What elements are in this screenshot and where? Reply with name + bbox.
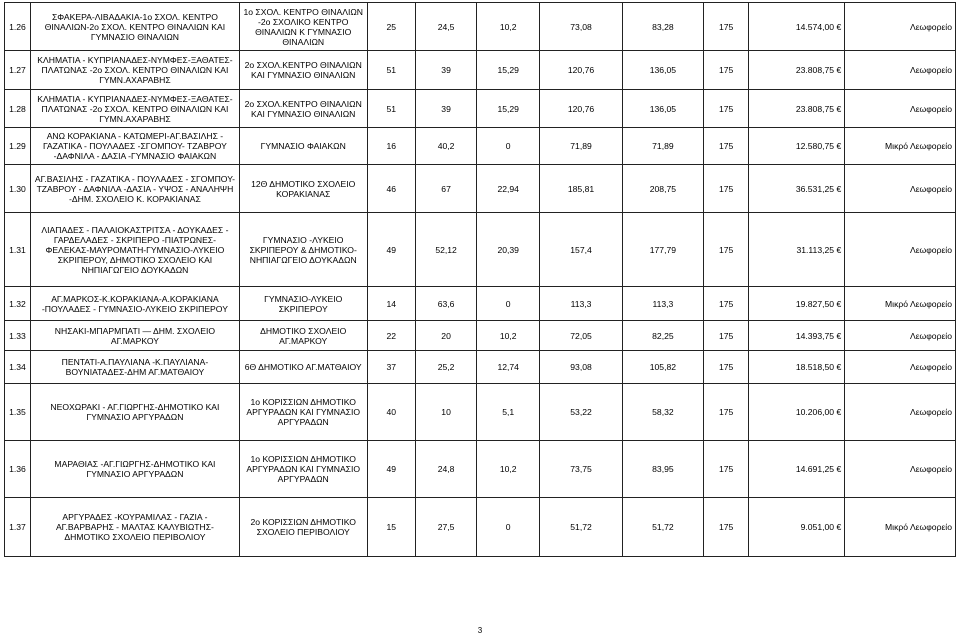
cell-destination: ΔΗΜΟΤΙΚΟ ΣΧΟΛΕΙΟ ΑΓ.ΜΑΡΚΟΥ (239, 321, 367, 351)
cell-cost-per-km: 175 (704, 321, 749, 351)
table-row (5, 165, 956, 213)
cell-route: ΑΓ.ΜΑΡΚΟΣ-Κ.ΚΟΡΑΚΙΑΝΑ-Α.ΚΟΡΑΚΙΑΝΑ -ΠΟΥΛΑΔΕΣ - ΓΥΜΝΑΣΙΟ-ΛΥΚΕΙΟ ΣΚΡΙΠΕΡΟΥ (30, 287, 239, 321)
cell-vehicle: Λεωφορείο (845, 213, 956, 287)
cell-daily-cost: 14.393,75 € (749, 321, 845, 351)
cell-cost-per-km: 175 (704, 165, 749, 213)
cell-students: 14 (367, 287, 416, 321)
cell-km-total: 73,75 (540, 441, 622, 498)
table-row (5, 498, 956, 557)
cell-km-total: 157,4 (540, 213, 622, 287)
cell-route: ΜΑΡΑΘΙΑΣ -ΑΓ.ΓΙΩΡΓΗΣ-ΔΗΜΟΤΙΚΟ ΚΑΙ ΓΥΜΝΑΣΙΟ ΑΡΓΥΡΑΔΩΝ (30, 441, 239, 498)
cell-destination: 1ο ΚΟΡΙΣΣΙΩΝ ΔΗΜΟΤΙΚΟ ΑΡΓΥΡΑΔΩΝ ΚΑΙ ΓΥΜΝΑΣΙΟ ΑΡΓΥΡΑΔΩΝ (239, 441, 367, 498)
cell-km-total: 185,81 (540, 165, 622, 213)
cell-cost-per-km: 175 (704, 441, 749, 498)
cell-cost-per-km: 175 (704, 213, 749, 287)
cell-daily-cost: 31.113,25 € (749, 213, 845, 287)
cell-km-loaded: 15,29 (477, 90, 540, 128)
cell-daily-cost: 9.051,00 € (749, 498, 845, 557)
cell-km-total: 93,08 (540, 351, 622, 384)
routes-table (4, 2, 956, 557)
cell-daily-cost: 19.827,50 € (749, 287, 845, 321)
cell-destination: ΓΥΜΝΑΣΙΟ ΦΑΙΑΚΩΝ (239, 128, 367, 165)
cell-cost-per-km: 175 (704, 51, 749, 90)
cell-route: ΑΓ.ΒΑΣΙΛΗΣ - ΓΑΖΑΤΙΚΑ - ΠΟΥΛΑΔΕΣ - ΣΓΟΜΠΟΥ-ΤΖΑΒΡΟΥ - ΔΑΦΝΙΛΑ -ΔΑΣΙΑ - ΥΨΟΣ - ΑΝΑΛΗΨΗ -ΔΗΜ. ΣΧΟΛΕΙΟ Κ. ΚΟΡΑΚΙΑΝΑΣ (30, 165, 239, 213)
cell-km-loaded: 0 (477, 287, 540, 321)
cell-daily-cost: 23.808,75 € (749, 90, 845, 128)
cell-km-loaded: 0 (477, 128, 540, 165)
cell-km-empty: 67 (416, 165, 477, 213)
cell-km-loaded: 22,94 (477, 165, 540, 213)
cell-vehicle: Λεωφορείο (845, 165, 956, 213)
cell-route-km: 105,82 (622, 351, 703, 384)
table-row (5, 384, 956, 441)
cell-km-loaded: 5,1 (477, 384, 540, 441)
cell-km-loaded: 10,2 (477, 3, 540, 51)
cell-km-total: 113,3 (540, 287, 622, 321)
table-row (5, 51, 956, 90)
cell-id: 1.28 (5, 90, 31, 128)
cell-km-loaded: 20,39 (477, 213, 540, 287)
cell-km-total: 120,76 (540, 90, 622, 128)
table-body (5, 3, 956, 557)
cell-destination: ΓΥΜΝΑΣΙΟ -ΛΥΚΕΙΟ ΣΚΡΙΠΕΡΟΥ & ΔΗΜΟΤΙΚΟ-ΝΗΠΙΑΓΩΓΕΙΟ ΔΟΥΚΑΔΩΝ (239, 213, 367, 287)
cell-route: ΠΕΝΤΑΤΙ-Α.ΠΑΥΛΙΑΝΑ -Κ.ΠΑΥΛΙΑΝΑ-ΒΟΥΝΙΑΤΑΔΕΣ-ΔΗΜ ΑΓ.ΜΑΤΘΑΙΟΥ (30, 351, 239, 384)
cell-vehicle: Λεωφορείο (845, 51, 956, 90)
cell-km-loaded: 10,2 (477, 441, 540, 498)
cell-daily-cost: 14.691,25 € (749, 441, 845, 498)
cell-route-km: 82,25 (622, 321, 703, 351)
cell-destination: 2ο ΣΧΟΛ.ΚΕΝΤΡΟ ΘΙΝΑΛΙΩΝ ΚΑΙ ΓΥΜΝΑΣΙΟ ΘΙΝΑΛΙΩΝ (239, 51, 367, 90)
cell-cost-per-km: 175 (704, 351, 749, 384)
cell-vehicle: Λεωφορείο (845, 321, 956, 351)
cell-id: 1.27 (5, 51, 31, 90)
cell-km-total: 120,76 (540, 51, 622, 90)
cell-route-km: 113,3 (622, 287, 703, 321)
cell-destination: ΓΥΜΝΑΣΙΟ-ΛΥΚΕΙΟ ΣΚΡΙΠΕΡΟΥ (239, 287, 367, 321)
cell-vehicle: Λεωφορείο (845, 441, 956, 498)
cell-destination: 1ο ΣΧΟΛ. ΚΕΝΤΡΟ ΘΙΝΑΛΙΩΝ -2ο ΣΧΟΛΙΚΟ ΚΕΝΤΡΟ ΘΙΝΑΛΙΩΝ Κ ΓΥΜΝΑΣΙΟ ΘΙΝΑΛΙΩΝ (239, 3, 367, 51)
cell-students: 15 (367, 498, 416, 557)
cell-id: 1.29 (5, 128, 31, 165)
cell-route-km: 58,32 (622, 384, 703, 441)
cell-route-km: 83,28 (622, 3, 703, 51)
cell-route-km: 177,79 (622, 213, 703, 287)
cell-destination: 2ο ΣΧΟΛ.ΚΕΝΤΡΟ ΘΙΝΑΛΙΩΝ ΚΑΙ ΓΥΜΝΑΣΙΟ ΘΙΝΑΛΙΩΝ (239, 90, 367, 128)
cell-students: 49 (367, 441, 416, 498)
cell-vehicle: Μικρό Λεωφορείο (845, 498, 956, 557)
cell-km-total: 73,08 (540, 3, 622, 51)
cell-route: ΑΡΓΥΡΑΔΕΣ -ΚΟΥΡΑΜΙΛΑΣ - ΓΑΖΙΑ - ΑΓ.ΒΑΡΒΑΡΗΣ - ΜΑΛΤΑΣ ΚΑΛΥΒΙΩΤΗΣ-ΔΗΜΟΤΙΚΟ ΣΧΟΛΕΙΟ ΠΕΡΙΒΟΛΙΟΥ (30, 498, 239, 557)
cell-km-loaded: 15,29 (477, 51, 540, 90)
cell-cost-per-km: 175 (704, 498, 749, 557)
cell-vehicle: Λεωφορείο (845, 3, 956, 51)
table-row (5, 213, 956, 287)
cell-km-empty: 40,2 (416, 128, 477, 165)
table-row (5, 3, 956, 51)
cell-route-km: 208,75 (622, 165, 703, 213)
cell-students: 51 (367, 90, 416, 128)
cell-cost-per-km: 175 (704, 3, 749, 51)
cell-destination: 12Θ ΔΗΜΟΤΙΚΟ ΣΧΟΛΕΙΟ ΚΟΡΑΚΙΑΝΑΣ (239, 165, 367, 213)
cell-route: ΣΦΑΚΕΡΑ-ΛΙΒΑΔΑΚΙΑ-1ο ΣΧΟΛ. ΚΕΝΤΡΟ ΘΙΝΑΛΙΩΝ-2ο ΣΧΟΛ. ΚΕΝΤΡΟ ΘΙΝΑΛΙΩΝ ΚΑΙ ΓΥΜΝΑΣΙΟ ΘΙΝΑΛΙΩΝ (30, 3, 239, 51)
cell-km-empty: 27,5 (416, 498, 477, 557)
table-row (5, 128, 956, 165)
cell-km-loaded: 10,2 (477, 321, 540, 351)
cell-km-empty: 10 (416, 384, 477, 441)
cell-route: ΛΙΑΠΑΔΕΣ - ΠΑΛΑΙΟΚΑΣΤΡΙΤΣΑ - ΔΟΥΚΑΔΕΣ - ΓΑΡΔΕΛΑΔΕΣ - ΣΚΡΙΠΕΡΟ -ΠΙΑΤΡΩΝΕΣ-ΦΕΛΕΚΑΣ-ΜΑΥΡΟΜΑΤΗ-ΓΥΜΝΑΣΙΟ-ΛΥΚΕΙΟ ΣΚΡΙΠΕΡΟΥ, ΔΗΜΟΤΙΚΟ ΣΧΟΛΕΙΟ ΚΑΙ ΝΗΠΙΑΓΩΓΕΙΟ ΔΟΥΚΑΔΩΝ (30, 213, 239, 287)
cell-id: 1.30 (5, 165, 31, 213)
table-row (5, 90, 956, 128)
table-row (5, 441, 956, 498)
cell-km-empty: 39 (416, 51, 477, 90)
cell-students: 22 (367, 321, 416, 351)
cell-students: 16 (367, 128, 416, 165)
cell-id: 1.37 (5, 498, 31, 557)
cell-daily-cost: 10.206,00 € (749, 384, 845, 441)
cell-vehicle: Μικρό Λεωφορείο (845, 128, 956, 165)
cell-route-km: 83,95 (622, 441, 703, 498)
cell-km-empty: 25,2 (416, 351, 477, 384)
cell-route-km: 71,89 (622, 128, 703, 165)
cell-students: 25 (367, 3, 416, 51)
cell-km-empty: 39 (416, 90, 477, 128)
cell-id: 1.35 (5, 384, 31, 441)
cell-cost-per-km: 175 (704, 128, 749, 165)
cell-cost-per-km: 175 (704, 90, 749, 128)
cell-daily-cost: 36.531,25 € (749, 165, 845, 213)
cell-km-empty: 24,8 (416, 441, 477, 498)
cell-vehicle: Λεωφορείο (845, 384, 956, 441)
cell-route: ΑΝΩ ΚΟΡΑΚΙΑΝΑ - ΚΑΤΩΜΕΡΙ-ΑΓ.ΒΑΣΙΛΗΣ - ΓΑΖΑΤΙΚΑ - ΠΟΥΛΑΔΕΣ -ΣΓΟΜΠΟΥ- ΤΖΑΒΡΟΥ -ΔΑΦΝΙΛΑ - ΔΑΣΙΑ -ΓΥΜΝΑΣΙΟ ΦΑΙΑΚΩΝ (30, 128, 239, 165)
cell-route-km: 51,72 (622, 498, 703, 557)
cell-students: 46 (367, 165, 416, 213)
cell-daily-cost: 18.518,50 € (749, 351, 845, 384)
cell-daily-cost: 23.808,75 € (749, 51, 845, 90)
cell-km-total: 53,22 (540, 384, 622, 441)
cell-students: 37 (367, 351, 416, 384)
cell-destination: 2ο ΚΟΡΙΣΣΙΩΝ ΔΗΜΟΤΙΚΟ ΣΧΟΛΕΙΟ ΠΕΡΙΒΟΛΙΟΥ (239, 498, 367, 557)
cell-students: 40 (367, 384, 416, 441)
cell-daily-cost: 12.580,75 € (749, 128, 845, 165)
cell-km-empty: 20 (416, 321, 477, 351)
cell-destination: 6Θ ΔΗΜΟΤΙΚΟ ΑΓ.ΜΑΤΘΑΙΟΥ (239, 351, 367, 384)
cell-vehicle: Μικρό Λεωφορείο (845, 287, 956, 321)
cell-daily-cost: 14.574,00 € (749, 3, 845, 51)
cell-route: ΝΗΣΑΚΙ-ΜΠΑΡΜΠΑΤΙ — ΔΗΜ. ΣΧΟΛΕΙΟ ΑΓ.ΜΑΡΚΟΥ (30, 321, 239, 351)
cell-route: ΚΛΗΜΑΤΙΑ - ΚΥΠΡΙΑΝΑΔΕΣ-ΝΥΜΦΕΣ-ΞΑΘΑΤΕΣ-ΠΛΑΤΩΝΑΣ -2ο ΣΧΟΛ. ΚΕΝΤΡΟ ΘΙΝΑΛΙΩΝ ΚΑΙ ΓΥΜΝ.ΑΧΑΡΑΒΗΣ (30, 90, 239, 128)
cell-km-empty: 52,12 (416, 213, 477, 287)
table-row (5, 351, 956, 384)
cell-cost-per-km: 175 (704, 287, 749, 321)
table-row (5, 287, 956, 321)
cell-route: ΚΛΗΜΑΤΙΑ - ΚΥΠΡΙΑΝΑΔΕΣ-ΝΥΜΦΕΣ-ΞΑΘΑΤΕΣ-ΠΛΑΤΩΝΑΣ -2ο ΣΧΟΛ. ΚΕΝΤΡΟ ΘΙΝΑΛΙΩΝ ΚΑΙ ΓΥΜΝ.ΑΧΑΡΑΒΗΣ (30, 51, 239, 90)
cell-id: 1.33 (5, 321, 31, 351)
table-row (5, 321, 956, 351)
cell-id: 1.32 (5, 287, 31, 321)
cell-vehicle: Λεωφορείο (845, 90, 956, 128)
cell-route-km: 136,05 (622, 51, 703, 90)
cell-id: 1.26 (5, 3, 31, 51)
page-number: 3 (477, 626, 483, 635)
cell-km-loaded: 0 (477, 498, 540, 557)
cell-destination: 1ο ΚΟΡΙΣΣΙΩΝ ΔΗΜΟΤΙΚΟ ΑΡΓΥΡΑΔΩΝ ΚΑΙ ΓΥΜΝΑΣΙΟ ΑΡΓΥΡΑΔΩΝ (239, 384, 367, 441)
cell-id: 1.31 (5, 213, 31, 287)
cell-km-empty: 63,6 (416, 287, 477, 321)
cell-route: ΝΕΟΧΩΡΑΚΙ - ΑΓ.ΓΙΩΡΓΗΣ-ΔΗΜΟΤΙΚΟ ΚΑΙ ΓΥΜΝΑΣΙΟ ΑΡΓΥΡΑΔΩΝ (30, 384, 239, 441)
cell-id: 1.34 (5, 351, 31, 384)
cell-students: 51 (367, 51, 416, 90)
cell-km-empty: 24,5 (416, 3, 477, 51)
cell-km-total: 51,72 (540, 498, 622, 557)
cell-route-km: 136,05 (622, 90, 703, 128)
cell-cost-per-km: 175 (704, 384, 749, 441)
cell-students: 49 (367, 213, 416, 287)
cell-km-total: 72,05 (540, 321, 622, 351)
cell-km-loaded: 12,74 (477, 351, 540, 384)
cell-id: 1.36 (5, 441, 31, 498)
cell-vehicle: Λεωφορείο (845, 351, 956, 384)
cell-km-total: 71,89 (540, 128, 622, 165)
